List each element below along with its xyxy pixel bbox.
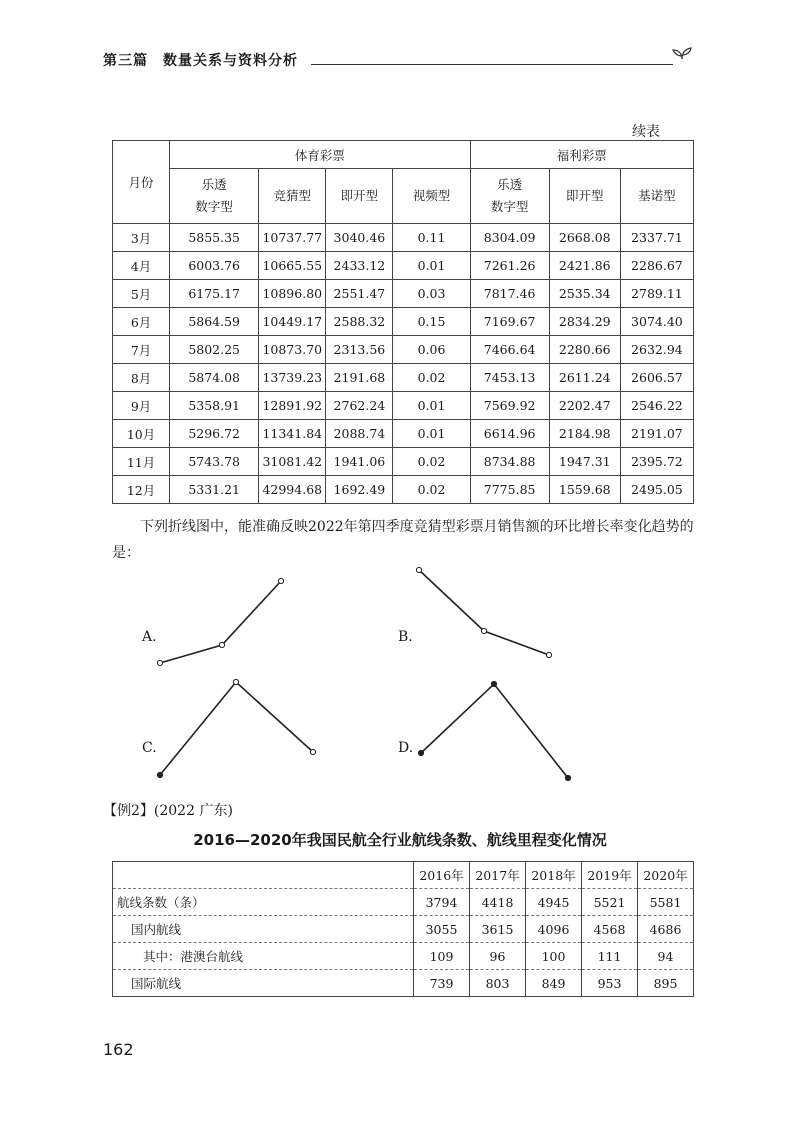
value-cell: 7569.92	[470, 392, 549, 420]
option-d-chart	[418, 681, 570, 780]
option-d-label: D.	[398, 740, 414, 756]
value-cell: 5521	[582, 889, 638, 916]
question-text: 下列折线图中，能准确反映2022年第四季度竞猜型彩票月销售额的环比增长率变化趋势的是：	[112, 519, 694, 561]
value-cell: 2395.72	[620, 448, 693, 476]
month-cell: 11月	[113, 448, 170, 476]
value-cell: 2588.32	[326, 308, 393, 336]
welfare-lottery-header: 福利彩票	[470, 141, 693, 169]
table2-title: 2016—2020年我国民航全行业航线条数、航线里程变化情况	[193, 831, 607, 849]
value-cell: 4096	[526, 916, 582, 943]
month-cell: 6月	[113, 308, 170, 336]
value-cell: 2202.47	[549, 392, 620, 420]
value-cell: 953	[582, 970, 638, 997]
value-cell: 7466.64	[470, 336, 549, 364]
month-cell: 5月	[113, 280, 170, 308]
value-cell: 2088.74	[326, 420, 393, 448]
column-header: 竞猜型	[259, 169, 326, 224]
value-cell: 2606.57	[620, 364, 693, 392]
value-cell: 100	[526, 943, 582, 970]
value-cell: 42994.68	[259, 476, 326, 504]
value-cell: 2337.71	[620, 224, 693, 252]
value-cell: 0.06	[393, 336, 470, 364]
table-row	[113, 943, 694, 970]
value-cell: 2191.68	[326, 364, 393, 392]
value-cell: 849	[526, 970, 582, 997]
value-cell: 13739.23	[259, 364, 326, 392]
value-cell: 2546.22	[620, 392, 693, 420]
value-cell: 2551.47	[326, 280, 393, 308]
value-cell: 5855.35	[170, 224, 259, 252]
value-cell: 7817.46	[470, 280, 549, 308]
value-cell: 10737.77	[259, 224, 326, 252]
value-cell: 1941.06	[326, 448, 393, 476]
value-cell: 7261.26	[470, 252, 549, 280]
value-cell: 2668.08	[549, 224, 620, 252]
option-a-label: A.	[142, 629, 157, 645]
value-cell: 1559.68	[549, 476, 620, 504]
value-cell: 111	[582, 943, 638, 970]
value-cell: 2313.56	[326, 336, 393, 364]
row-label: 国内航线	[113, 916, 414, 943]
value-cell: 5864.59	[170, 308, 259, 336]
value-cell: 11341.84	[259, 420, 326, 448]
column-header: 乐透 数字型	[470, 169, 549, 224]
value-cell: 2789.11	[620, 280, 693, 308]
value-cell: 0.01	[393, 420, 470, 448]
value-cell: 5331.21	[170, 476, 259, 504]
value-cell: 4418	[470, 889, 526, 916]
value-cell: 8734.88	[470, 448, 549, 476]
table-row	[113, 970, 694, 997]
value-cell: 6175.17	[170, 280, 259, 308]
year-header-row	[113, 862, 694, 889]
value-cell: 5296.72	[170, 420, 259, 448]
value-cell: 10873.70	[259, 336, 326, 364]
value-cell: 739	[414, 970, 470, 997]
column-header: 即开型	[326, 169, 393, 224]
value-cell: 0.02	[393, 448, 470, 476]
year-header: 2020年	[638, 862, 694, 889]
value-cell: 3040.46	[326, 224, 393, 252]
year-header: 2019年	[582, 862, 638, 889]
value-cell: 0.02	[393, 476, 470, 504]
option-b-label: B.	[398, 629, 413, 645]
value-cell: 0.15	[393, 308, 470, 336]
value-cell: 2535.34	[549, 280, 620, 308]
value-cell: 5581	[638, 889, 694, 916]
month-cell: 8月	[113, 364, 170, 392]
value-cell: 2191.07	[620, 420, 693, 448]
value-cell: 0.02	[393, 364, 470, 392]
value-cell: 2632.94	[620, 336, 693, 364]
value-cell: 96	[470, 943, 526, 970]
value-cell: 3055	[414, 916, 470, 943]
month-cell: 10月	[113, 420, 170, 448]
year-header: 2018年	[526, 862, 582, 889]
month-cell: 12月	[113, 476, 170, 504]
value-cell: 5874.08	[170, 364, 259, 392]
column-header: 即开型	[549, 169, 620, 224]
month-cell: 4月	[113, 252, 170, 280]
example-label: 【例2】(2022 广东)	[103, 803, 233, 819]
value-cell: 4945	[526, 889, 582, 916]
value-cell: 2762.24	[326, 392, 393, 420]
value-cell: 3794	[414, 889, 470, 916]
month-header: 月份	[113, 141, 170, 224]
option-c-label: C.	[142, 740, 157, 756]
month-cell: 9月	[113, 392, 170, 420]
month-cell: 3月	[113, 224, 170, 252]
value-cell: 31081.42	[259, 448, 326, 476]
value-cell: 1692.49	[326, 476, 393, 504]
value-cell: 2433.12	[326, 252, 393, 280]
page-number: 162	[103, 1040, 134, 1059]
sports-lottery-header: 体育彩票	[170, 141, 470, 169]
value-cell: 2421.86	[549, 252, 620, 280]
value-cell: 109	[414, 943, 470, 970]
value-cell: 6614.96	[470, 420, 549, 448]
value-cell: 1947.31	[549, 448, 620, 476]
column-header: 乐透 数字型	[170, 169, 259, 224]
value-cell: 0.01	[393, 392, 470, 420]
value-cell: 2495.05	[620, 476, 693, 504]
column-header: 基诺型	[620, 169, 693, 224]
option-c-chart	[157, 679, 315, 777]
value-cell: 7775.85	[470, 476, 549, 504]
value-cell: 10896.80	[259, 280, 326, 308]
value-cell: 803	[470, 970, 526, 997]
row-label: 航线条数（条）	[113, 889, 414, 916]
value-cell: 0.01	[393, 252, 470, 280]
year-header: 2016年	[414, 862, 470, 889]
value-cell: 3615	[470, 916, 526, 943]
row-label: 其中：港澳台航线	[113, 943, 414, 970]
value-cell: 2286.67	[620, 252, 693, 280]
value-cell: 2184.98	[549, 420, 620, 448]
value-cell: 0.03	[393, 280, 470, 308]
month-cell: 7月	[113, 336, 170, 364]
option-b-chart	[416, 567, 551, 657]
value-cell: 6003.76	[170, 252, 259, 280]
value-cell: 0.11	[393, 224, 470, 252]
value-cell: 7453.13	[470, 364, 549, 392]
value-cell: 12891.92	[259, 392, 326, 420]
value-cell: 8304.09	[470, 224, 549, 252]
corner-cell	[113, 862, 414, 889]
value-cell: 10665.55	[259, 252, 326, 280]
chapter-title: 第三篇 数量关系与资料分析	[103, 53, 298, 69]
column-header: 视频型	[393, 169, 470, 224]
value-cell: 2611.24	[549, 364, 620, 392]
table-row	[113, 889, 694, 916]
year-header: 2017年	[470, 862, 526, 889]
value-cell: 5358.91	[170, 392, 259, 420]
value-cell: 895	[638, 970, 694, 997]
value-cell: 5743.78	[170, 448, 259, 476]
value-cell: 4568	[582, 916, 638, 943]
value-cell: 10449.17	[259, 308, 326, 336]
value-cell: 7169.67	[470, 308, 549, 336]
aviation-table	[112, 861, 694, 997]
row-label: 国际航线	[113, 970, 414, 997]
option-a-chart	[157, 578, 283, 665]
value-cell: 94	[638, 943, 694, 970]
continued-label: 续表	[632, 124, 660, 140]
value-cell: 5802.25	[170, 336, 259, 364]
table-row	[113, 916, 694, 943]
value-cell: 3074.40	[620, 308, 693, 336]
value-cell: 4686	[638, 916, 694, 943]
value-cell: 2834.29	[549, 308, 620, 336]
value-cell: 2280.66	[549, 336, 620, 364]
